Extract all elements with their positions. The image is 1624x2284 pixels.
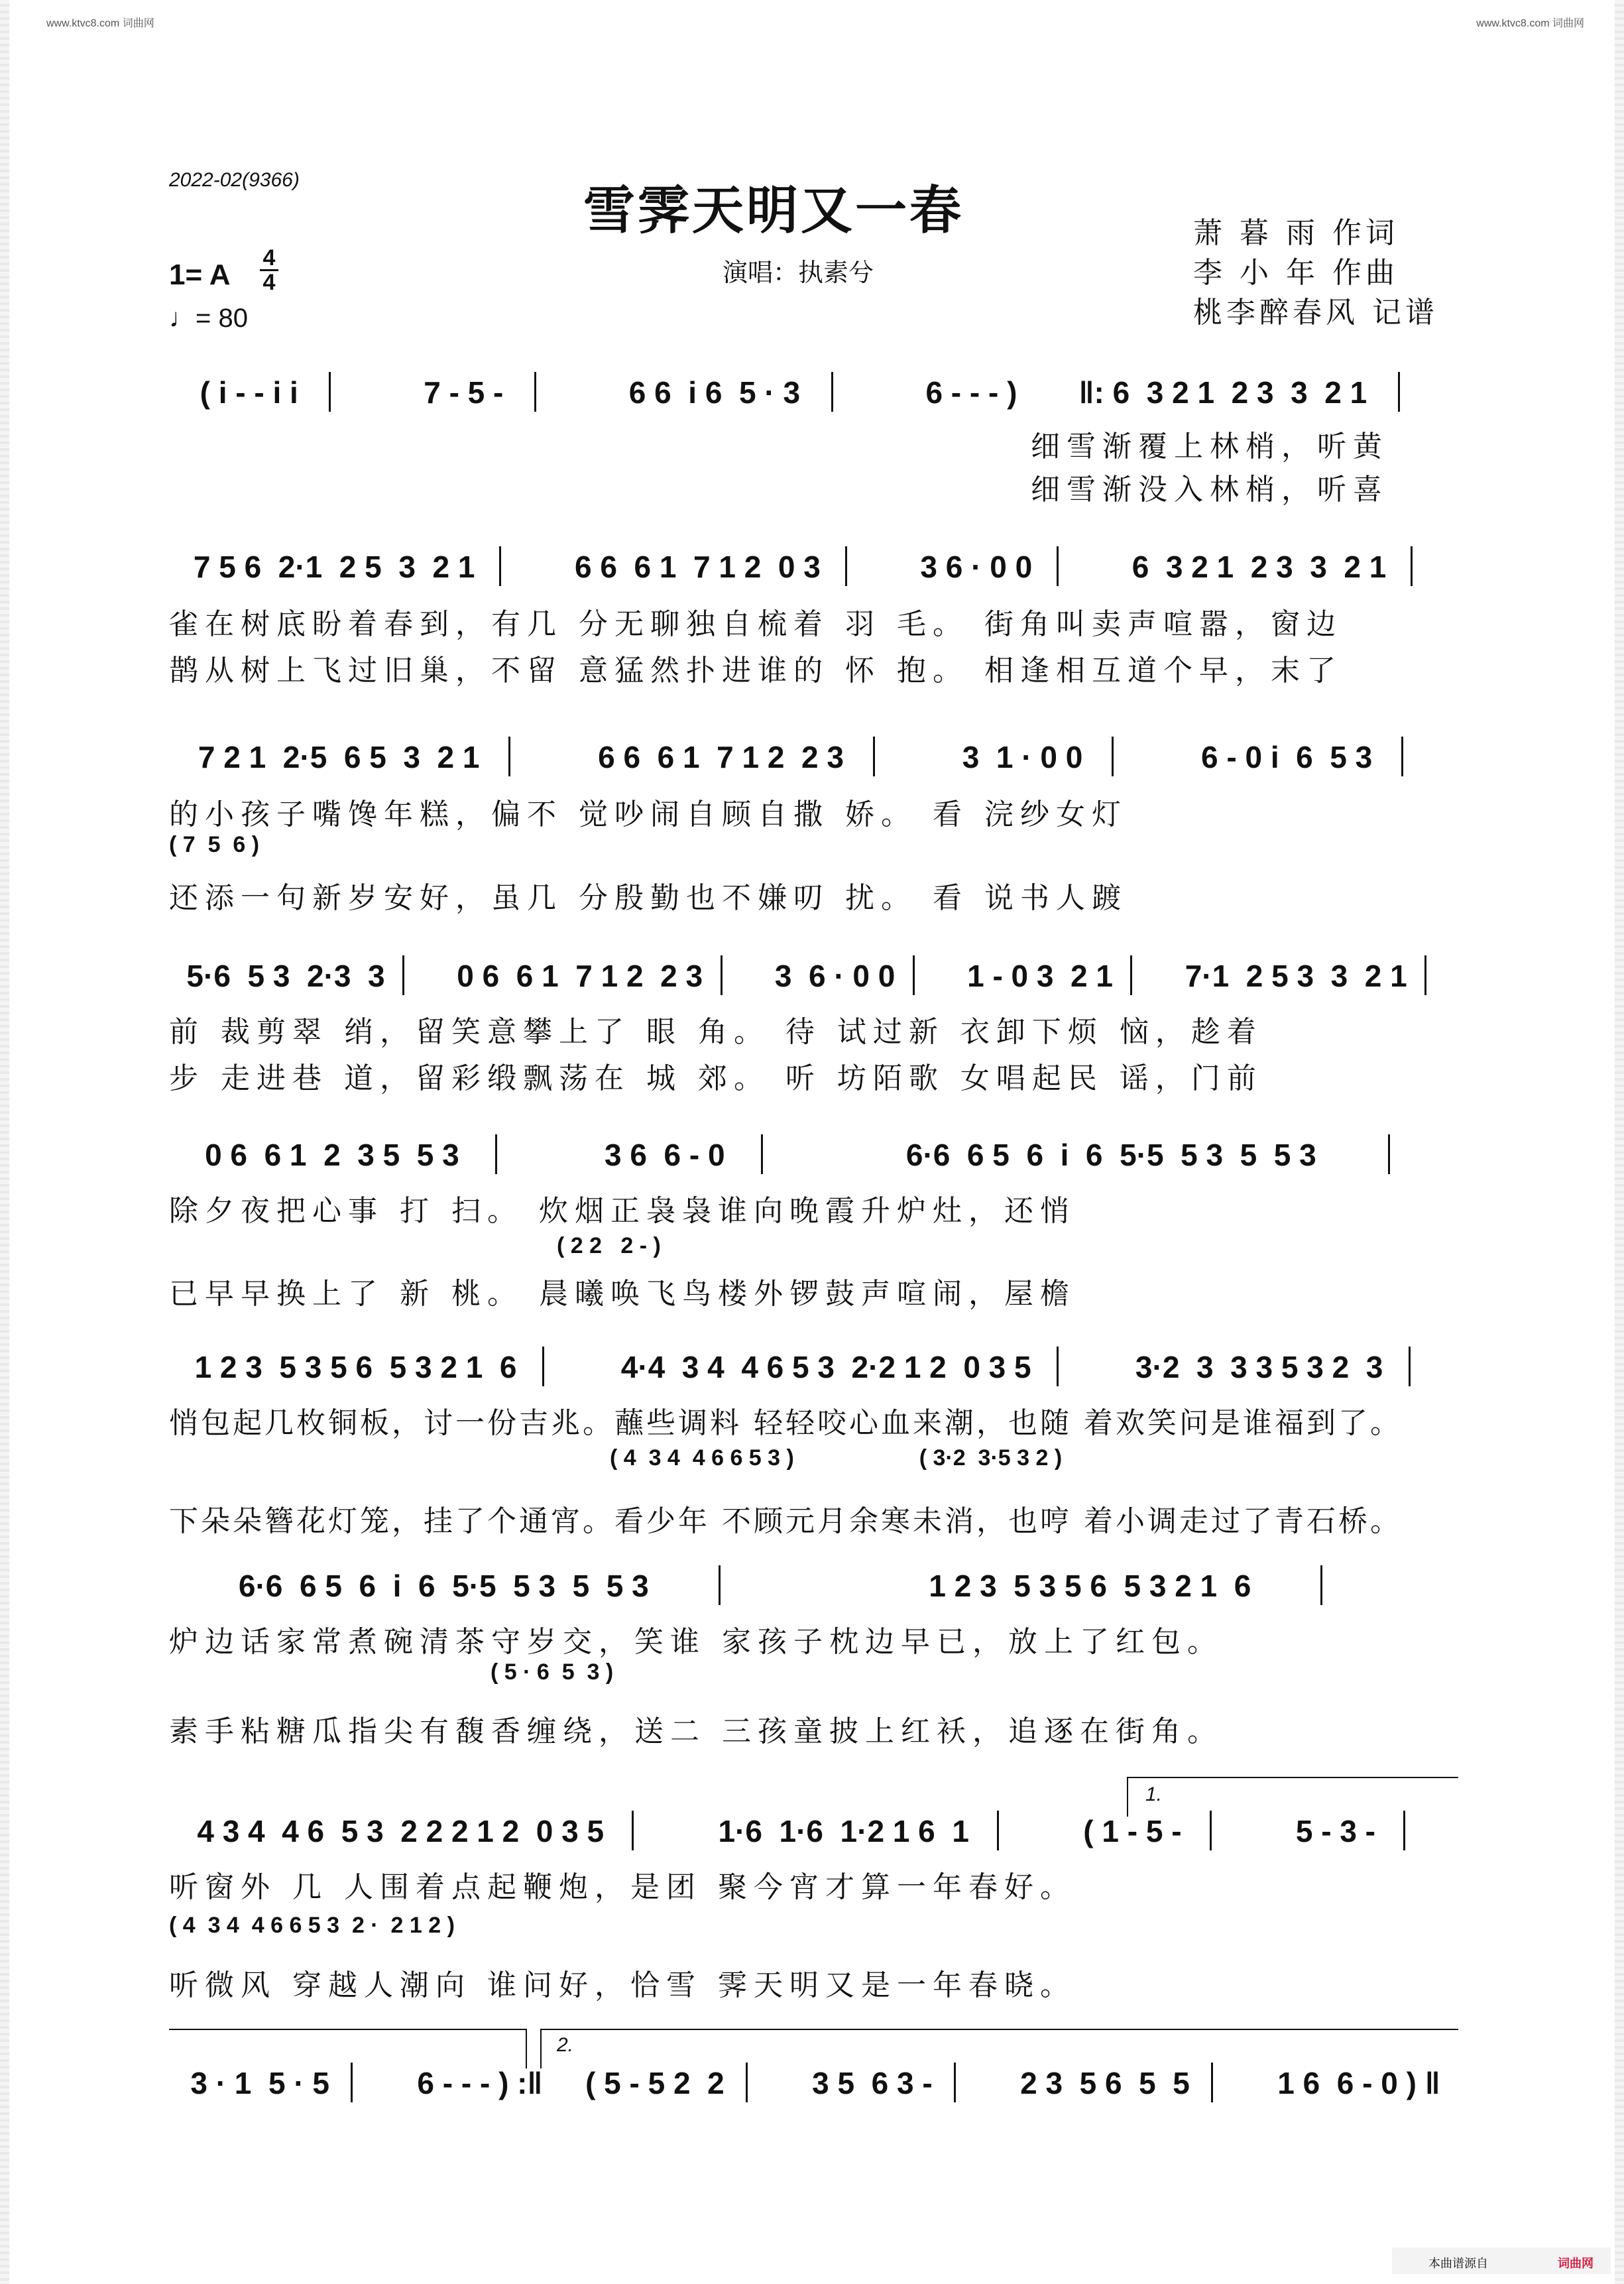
measure: 3 1 · 0 0 (962, 740, 1083, 774)
barline (329, 372, 392, 412)
lyric-line-3b: 还添一句新岁安好，虽几 分殷勤也不嫌叨 扰。 看 说书人踱 (169, 881, 1128, 915)
barline (1411, 546, 1462, 586)
barline (1424, 955, 1462, 995)
staff-line-1 (169, 375, 1462, 412)
measure: ( 5 - 5 2 2 (585, 2066, 725, 2100)
volta-label-2: 2. (557, 2034, 574, 2056)
measure: 0 6 6 1 2 3 5 5 3 (205, 1138, 459, 1172)
measure: 0 6 6 1 7 1 2 2 3 (457, 959, 703, 993)
measure: 6 6 6 1 7 1 2 2 3 (598, 740, 844, 774)
staff-line-2 (169, 549, 1462, 586)
barline (913, 955, 950, 995)
singer-credit: 演唱：执素兮 (723, 258, 874, 287)
barline (402, 955, 439, 995)
measure: 6 6 i 6 5 · 3 (628, 375, 801, 410)
composer-credit: 李 小 年 作曲 (1193, 256, 1399, 290)
volta-bracket-2 (540, 2029, 1458, 2030)
measure: 4·4 3 4 4 6 5 3 2·2 1 2 0 3 5 (620, 1350, 1031, 1384)
staff-line-9 (169, 2065, 1462, 2102)
barline (534, 372, 598, 412)
measure: 3 6 6 - 0 (604, 1138, 725, 1172)
alternate-notes: ( 7 5 6 ) (169, 832, 260, 857)
barline (1211, 2063, 1256, 2102)
measure: 6 - - - ) :‖ (417, 2066, 543, 2100)
barline (746, 2063, 791, 2102)
measure: 6·6 6 5 6 i 6 5·5 5 3 5 5 3 (905, 1138, 1316, 1172)
measure: 3·2 3 3 3 5 3 2 3 (1135, 1350, 1383, 1384)
measure: 6 - - - ) (925, 375, 1017, 410)
site-watermark-right: www.ktvc8.com 词曲网 (1476, 18, 1584, 29)
measure: 5 - 3 - (1295, 1814, 1376, 1848)
barline (351, 2063, 396, 2102)
staff-line-8 (169, 1813, 1462, 1850)
barline (632, 1811, 690, 1850)
measure: 1 2 3 5 3 5 6 5 3 2 1 6 (194, 1350, 517, 1384)
measure: 1 - 0 3 2 1 (967, 959, 1113, 993)
lyric-line-8b: 听微风 穿越人潮向 谁问好，恰雪 霁天明又是一年春晓。 (169, 1968, 1076, 2002)
barline (499, 546, 550, 586)
time-top: 4 (262, 245, 276, 270)
measure: 7 5 6 2·1 2 5 3 2 1 (193, 550, 475, 584)
measure: 6·6 6 5 6 i 6 5·5 5 3 5 5 3 (238, 1569, 649, 1603)
alternate-notes: ( 5 · 6 5 3 ) (491, 1659, 614, 1685)
staff-line-6 (169, 1349, 1462, 1386)
barline (1320, 1565, 1462, 1605)
lyric-line-4b: 步 走进巷 道，留彩缎飘荡在 城 郊。 听 坊陌歌 女唱起民 谣，门前 (169, 1061, 1263, 1095)
lyric-line-6a: 悄包起几枚铜板，讨一份吉兆。蘸些调料 轻轻咬心血来潮，也随 着欢笑问是谁福到了。 (169, 1406, 1402, 1440)
staff-line-5 (169, 1137, 1462, 1174)
measure: 5·6 5 3 2·3 3 (186, 959, 385, 993)
barline (997, 1811, 1055, 1850)
page-title: 雪霁天明又一春 (583, 180, 964, 241)
measure: 3 6 · 0 0 (920, 550, 1033, 584)
measure: 3 · 1 5 · 5 (190, 2066, 329, 2100)
measure: 6 6 6 1 7 1 2 0 3 (574, 550, 821, 584)
measure: 1 2 3 5 3 5 6 5 3 2 1 6 (929, 1569, 1251, 1603)
volta-bracket-2-edge (540, 2029, 542, 2069)
barline (1112, 737, 1172, 776)
measure: 7 2 1 2·5 6 5 3 2 1 (198, 740, 480, 774)
lyric-line-7b: 素手粘糖瓜指尖有馥香缠绕，送二 三孩童披上红袄，追逐在街角。 (169, 1714, 1223, 1748)
volta-line-carry (169, 2029, 527, 2030)
barline (1057, 546, 1108, 586)
measure: 3 5 6 3 - (812, 2066, 933, 2100)
key-signature: 1= A (169, 259, 231, 291)
transcriber-credit: 桃李醉春风 记谱 (1193, 296, 1438, 330)
lyric-line-3a: 的小孩子嘴馋年糕，偏不 觉吵闹自顾自撒 娇。 看 浣纱女灯 (169, 798, 1128, 831)
measure: 2 3 5 6 5 5 (1020, 2066, 1190, 2100)
measure: 1·6 1·6 1·2 1 6 1 (718, 1814, 969, 1848)
footer-source-label: 本曲谱源自 (1428, 2257, 1488, 2271)
staff-line-7 (169, 1568, 1462, 1605)
barline (1398, 372, 1462, 412)
tempo-mark: ♩= 80 (169, 304, 248, 333)
barline (721, 955, 758, 995)
lyric-line-5b: 已早早换上了 新 桃。 晨曦唤飞鸟楼外锣鼓声喧闹，屋檐 (169, 1277, 1076, 1311)
alternate-notes: ( 4 3 4 4 6 6 5 3 ) ( 3·2 3·5 3 2 ) (610, 1445, 1063, 1471)
barline (495, 1134, 569, 1174)
lyric-line-6b: 下朵朵簪花灯笼，挂了个通宵。看少年 不顾元月余寒未消，也哼 着小调走过了青石桥。 (169, 1504, 1402, 1538)
left-edge-strip (0, 0, 9, 2284)
barline (845, 546, 896, 586)
right-edge-strip (1615, 0, 1624, 2284)
staff-line-4 (169, 958, 1462, 995)
lyric-line-2a: 雀在树底盼着春到，有几 分无聊独自梳着 羽 毛。 街角叫卖声喧嚣，窗边 (169, 607, 1342, 641)
volta-bracket-1 (1127, 1777, 1458, 1778)
lyric-line-2b: 鹊从树上飞过旧巢，不留 意猛然扑进谁的 怀 抱。 相逢相互道个早，末了 (169, 654, 1342, 688)
barline (831, 372, 895, 412)
barline (954, 2063, 999, 2102)
lyricist-credit: 萧 暮 雨 作词 (1193, 216, 1399, 250)
measure: ‖: 6 3 2 1 2 3 3 2 1 (1078, 375, 1367, 410)
barline (1210, 1811, 1268, 1850)
alternate-notes: ( 2 2 2 - ) (557, 1233, 661, 1258)
barline (542, 1347, 595, 1386)
measure: ( 1 - 5 - (1083, 1814, 1182, 1848)
site-watermark-left: www.ktvc8.com 词曲网 (46, 18, 154, 29)
barline (761, 1134, 835, 1174)
score-code: 2022-02(9366) (169, 169, 300, 191)
lyric-line-1a: 细雪渐覆上林梢，听黄 (1031, 430, 1389, 463)
barline (1409, 1347, 1462, 1386)
volta-label-1: 1. (1145, 1783, 1163, 1805)
lyric-line-7a: 炉边话家常煮碗清茶守岁交，笑谁 家孩子枕边早已，放上了红包。 (169, 1625, 1223, 1659)
volta-line-carry-edge (526, 2029, 527, 2069)
measure: 7·1 2 5 3 3 2 1 (1185, 959, 1407, 993)
alternate-notes: ( 4 3 4 4 6 6 5 3 2 · 2 1 2 ) (169, 1913, 455, 1938)
barline (873, 737, 933, 776)
barline (1401, 737, 1462, 776)
measure: 3 6 · 0 0 (774, 959, 896, 993)
volta-bracket-1-edge (1127, 1777, 1128, 1817)
footer-site-logo[interactable]: 词曲网 (1558, 2257, 1594, 2271)
barline (1130, 955, 1167, 995)
lyric-line-5a: 除夕夜把心事 打 扫。 炊烟正袅袅谁向晚霞升炉灶，还悄 (169, 1194, 1076, 1228)
measure: 7 - 5 - (424, 375, 504, 410)
lyric-line-4a: 前 裁剪翠 绡，留笑意攀上了 眼 角。 待 试过新 衣卸下烦 恼，趁着 (169, 1015, 1263, 1049)
barline (1403, 1811, 1462, 1850)
measure: 6 - 0 i 6 5 3 (1201, 740, 1373, 774)
measure: 1 6 6 - 0 ) ‖ (1277, 2066, 1440, 2100)
measure: ( i - - i i (200, 375, 298, 410)
time-signature (260, 247, 278, 294)
barline (719, 1565, 860, 1605)
staff-line-3 (169, 739, 1462, 776)
time-bottom: 4 (262, 270, 276, 295)
measure: 6 3 2 1 2 3 3 2 1 (1131, 550, 1387, 584)
lyric-line-1b: 细雪渐没入林梢，听喜 (1031, 473, 1389, 507)
barline (1057, 1347, 1110, 1386)
barline (1388, 1134, 1462, 1174)
barline (508, 737, 569, 776)
measure: 4 3 4 4 6 5 3 2 2 2 1 2 0 3 5 (197, 1814, 605, 1848)
lyric-line-8a: 听窗外 几 人围着点起鞭炮，是团 聚今宵才算一年春好。 (169, 1870, 1076, 1904)
